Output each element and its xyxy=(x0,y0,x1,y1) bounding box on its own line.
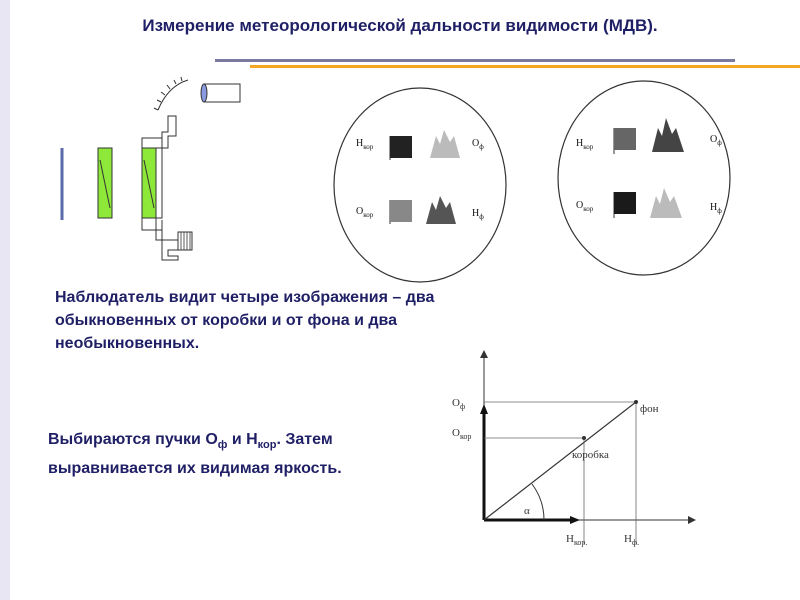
box-image-dark xyxy=(614,192,636,214)
label-bl: $О_{кор}$ xyxy=(576,200,594,213)
brightness-graph xyxy=(440,348,700,560)
y-label-mid: $О_{кор}$ xyxy=(452,427,472,441)
observer-description: Наблюдатель видит четыре изображения – два обыкновенных от коробки и от фона и два необыкновенных. xyxy=(55,289,435,352)
box-label: коробка xyxy=(572,449,609,461)
box-image-gray xyxy=(614,128,636,150)
label-tr: $О_ф$ xyxy=(710,134,722,147)
label-bl: $О_{кор}$ xyxy=(356,206,374,219)
label-tl: $Н_{кор}$ xyxy=(576,138,594,151)
diagonal-line xyxy=(484,402,636,520)
box-image-dark xyxy=(390,136,412,158)
view-circle-2 xyxy=(556,78,732,278)
instrument-frame xyxy=(156,116,176,218)
label-tr: $О_ф$ xyxy=(472,138,484,151)
beam-selection-description: Выбираются пучки $О_ф$ и $Н_{кор}$. Затем выравнивается их видимая яркость. xyxy=(48,431,342,478)
page-title: Измерение метеорологической дальности видимости (МДВ). xyxy=(142,16,658,35)
left-decor-strip xyxy=(0,0,10,600)
eyepiece xyxy=(204,84,240,102)
title-underline-gray xyxy=(215,59,735,62)
label-tl: $Н_{кор}$ xyxy=(356,138,374,151)
label-br: $Н_ф$ xyxy=(710,202,722,215)
view-circle-1 xyxy=(332,86,508,284)
y-label-top: $О_ф$ xyxy=(452,397,466,411)
label-br: $Н_ф$ xyxy=(472,208,484,221)
x-label-right: $Н_{ф.}$ xyxy=(624,533,640,547)
title-underline-orange xyxy=(250,65,800,68)
x-label-left: $Н_{кор.}$ xyxy=(566,533,588,547)
instrument-diagram xyxy=(50,70,260,270)
fon-label: фон xyxy=(640,403,659,415)
scale-arc xyxy=(158,80,188,110)
box-image-gray xyxy=(390,200,412,222)
angle-arc xyxy=(532,484,544,520)
angle-label: α xyxy=(524,505,530,517)
